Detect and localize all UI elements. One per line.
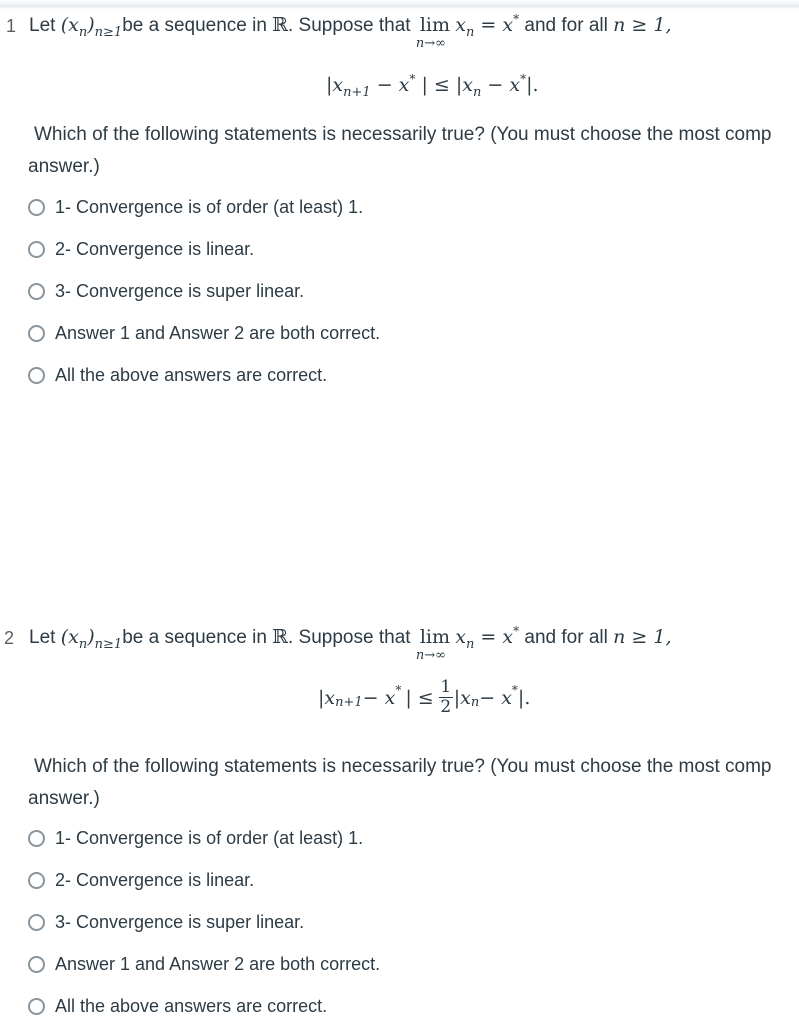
answer-option[interactable]: 2- Convergence is linear.: [28, 236, 254, 262]
question-prompt: Which of the following statements is necessarily true? (You must choose the most comp: [34, 124, 772, 145]
radio-button[interactable]: [28, 283, 45, 300]
inequality: |x n+1 − x * | ≤ $\frac{1}{2}$ |x n − x * |.: [318, 677, 531, 717]
answer-option[interactable]: Answer 1 and Answer 2 are both correct.: [28, 951, 380, 977]
answer-option[interactable]: 3- Convergence is super linear.: [28, 278, 304, 304]
redacted-area: [28, 553, 98, 603]
redacted-area: [24, 424, 180, 476]
radio-button[interactable]: [28, 998, 45, 1015]
question-intro: Let $(x_n)_{n\ge 1}be$ a sequence in ℝ. Suppose that lim n→∞ $x_n = x^*$ and for all n ≥ 1,: [29, 624, 672, 663]
answer-option[interactable]: 1- Convergence is of order (at least) 1.: [28, 194, 363, 220]
answer-option[interactable]: 3- Convergence is super linear.: [28, 909, 304, 935]
radio-button[interactable]: [28, 325, 45, 342]
radio-button[interactable]: [28, 241, 45, 258]
question-prompt: Which of the following statements is necessarily true? (You must choose the most comp: [34, 756, 772, 777]
top-divider: [0, 0, 799, 9]
answer-option[interactable]: All the above answers are correct.: [28, 993, 327, 1019]
question-intro: Let $(x_n)_{n\ge 1}be$ a sequence in ℝ. Suppose that lim n→∞ $x_n = x^*$ and for all n ≥ 1,: [29, 12, 672, 51]
radio-button[interactable]: [28, 199, 45, 216]
question-prompt-cont: answer.): [28, 788, 100, 809]
radio-button[interactable]: [28, 956, 45, 973]
answer-option[interactable]: 2- Convergence is linear.: [28, 867, 254, 893]
answer-option[interactable]: Answer 1 and Answer 2 are both correct.: [28, 320, 380, 346]
radio-button[interactable]: [28, 367, 45, 384]
inequality: $|x_{n+1} - x^*$ | ≤ $|x_n - x^*|$.: [326, 72, 539, 100]
answer-option[interactable]: All the above answers are correct.: [28, 362, 327, 388]
question-number: 2: [4, 628, 15, 648]
radio-button[interactable]: [28, 872, 45, 889]
radio-button[interactable]: [28, 914, 45, 931]
answer-option[interactable]: 1- Convergence is of order (at least) 1.: [28, 825, 363, 851]
question-number: 1: [6, 16, 17, 36]
radio-button[interactable]: [28, 830, 45, 847]
question-prompt-cont: answer.): [28, 156, 100, 177]
fraction: $\frac{1}{2}$: [440, 677, 452, 717]
